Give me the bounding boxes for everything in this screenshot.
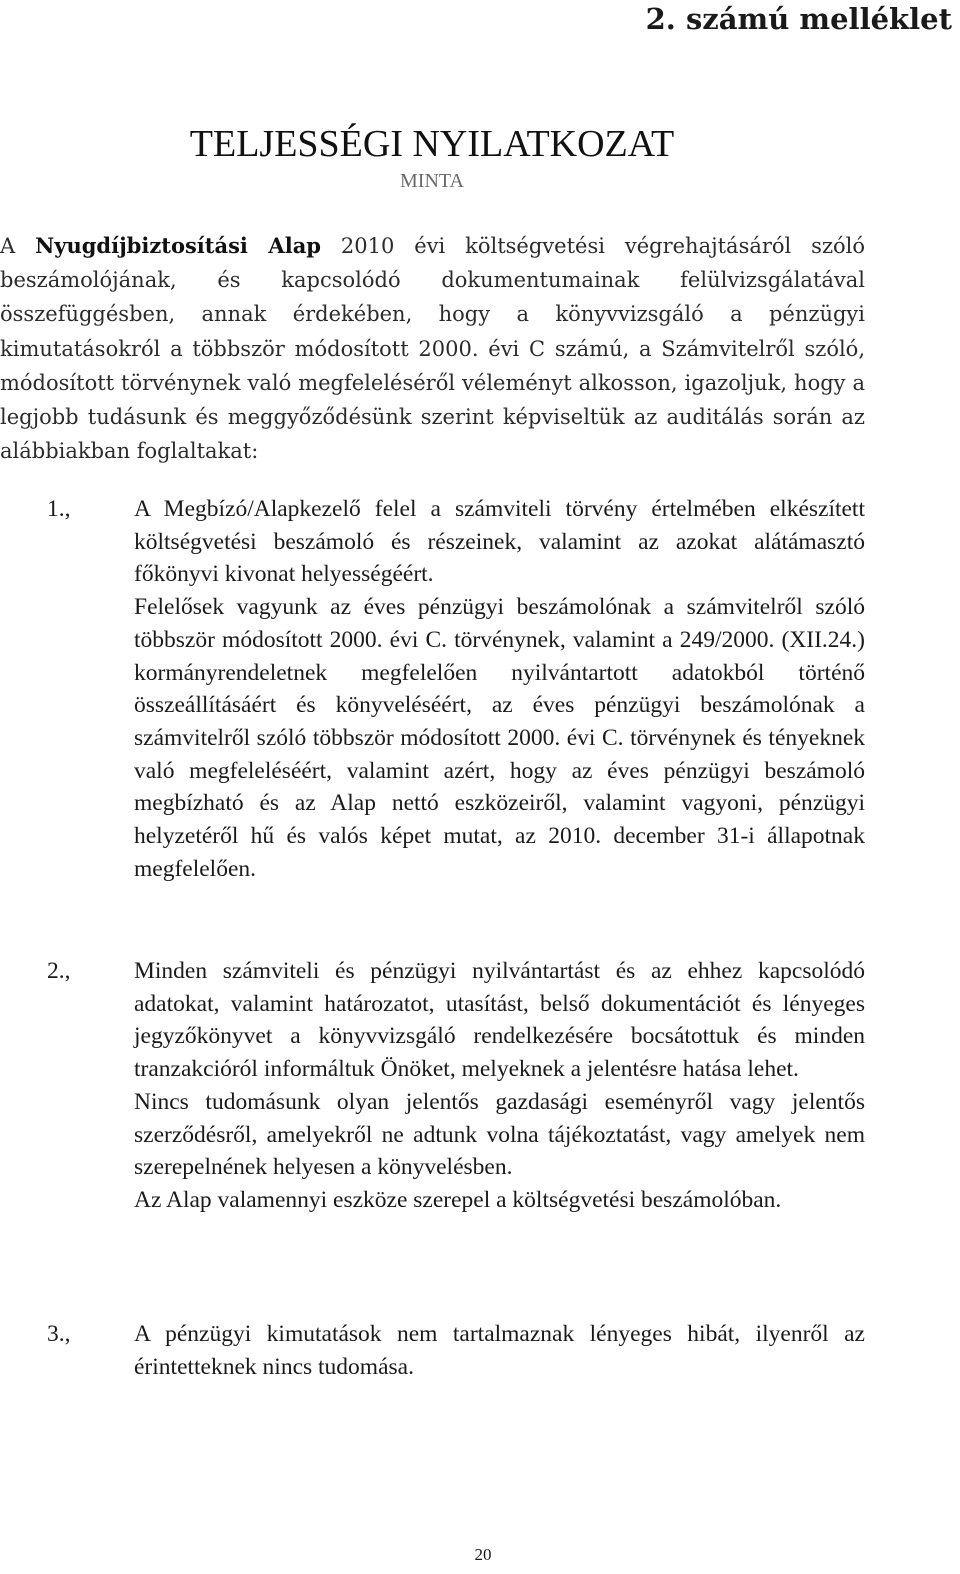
declaration-item-1	[0, 493, 865, 885]
item-paragraph: A pénzügyi kimutatások nem tartalmaznak lényeges hibát, ilyenről az érintetteknek nincs tudomása.	[134, 1321, 865, 1380]
intro-text: 2010 évi költségvetési végrehajtásáról szóló beszámolójának, és kapcsolódó dokumentumainak felülvizsgálatával összefüggésben, annak érdekében, hogy a könyvvizsgáló a pénzügyi kimutatásokról a többször módosított 2000. évi C számú, a Számvitelről szóló, módosított törvénynek való megfeleléséről véleményt alkosson, igazoljuk, hogy a legjobb tudásunk és meggyőződésünk szerint képviseltük az auditálás során az alábbiakban foglaltakat:	[0, 234, 866, 464]
fund-name: Nyugdíjbiztosítási Alap	[35, 233, 321, 258]
item-body	[134, 493, 865, 885]
annex-label: 2. számú melléklet	[645, 2, 952, 36]
page-number: 20	[474, 1545, 492, 1564]
document-title: TELJESSÉGI NYILATKOZAT	[189, 123, 675, 165]
item-number: 3.,	[47, 1321, 71, 1347]
item-number: 1.,	[47, 496, 71, 522]
item-paragraph: Nincs tudomásunk olyan jelentős gazdasági eseményről vagy jelentős szerződésről, amelyekről ne adtunk volna tájékoztatást, vagy amelyek nem szerepelnének helyesen a könyvelésben.	[134, 1088, 865, 1181]
item-body	[134, 955, 865, 1217]
item-paragraph: Minden számviteli és pénzügyi nyilvántartást és az ehhez kapcsolódó adatokat, valamint határozatot, utasítást, belső dokumentációt és lényeges jegyzőkönyvet a könyvvizsgáló rendelkezésére bocsátottuk és minden tranzakcióról informáltuk Önöket, melyeknek a jelentésre hatása lehet.	[134, 958, 865, 1083]
declaration-item-3	[0, 1318, 865, 1383]
intro-paragraph	[0, 229, 865, 468]
intro-prefix: A	[0, 234, 36, 258]
document-subtitle: MINTA	[400, 170, 464, 192]
item-number: 2.,	[47, 958, 71, 984]
declaration-item-2	[0, 955, 865, 1217]
item-paragraph: Felelősek vagyunk az éves pénzügyi beszámolónak a számvitelről szóló többször módosított 2000. évi C. törvénynek, valamint a 249/2000. (XII.24.) kormányrendeletnek megfelelően nyilvántartott adatokból történő összeállításáért és könyveléséért, az éves pénzügyi beszámolónak a számvitelről szóló többször módosított 2000. évi C. törvénynek és tényeknek való megfeleléséért, valamint azért, hogy az éves pénzügyi beszámoló megbízható és az Alap nettó eszközeiről, valamint vagyoni, pénzügyi helyzetéről hű és valós képet mutat, az 2010. december 31-i állapotnak megfelelően.	[134, 594, 865, 882]
item-paragraph: Az Alap valamennyi eszköze szerepel a költségvetési beszámolóban.	[134, 1186, 782, 1213]
item-paragraph: A Megbízó/Alapkezelő felel a számviteli törvény értelmében elkészített költségvetési beszámoló és részeinek, valamint az azokat alátámasztó főkönyvi kivonat helyességéért.	[134, 496, 865, 588]
item-body	[134, 1318, 865, 1383]
